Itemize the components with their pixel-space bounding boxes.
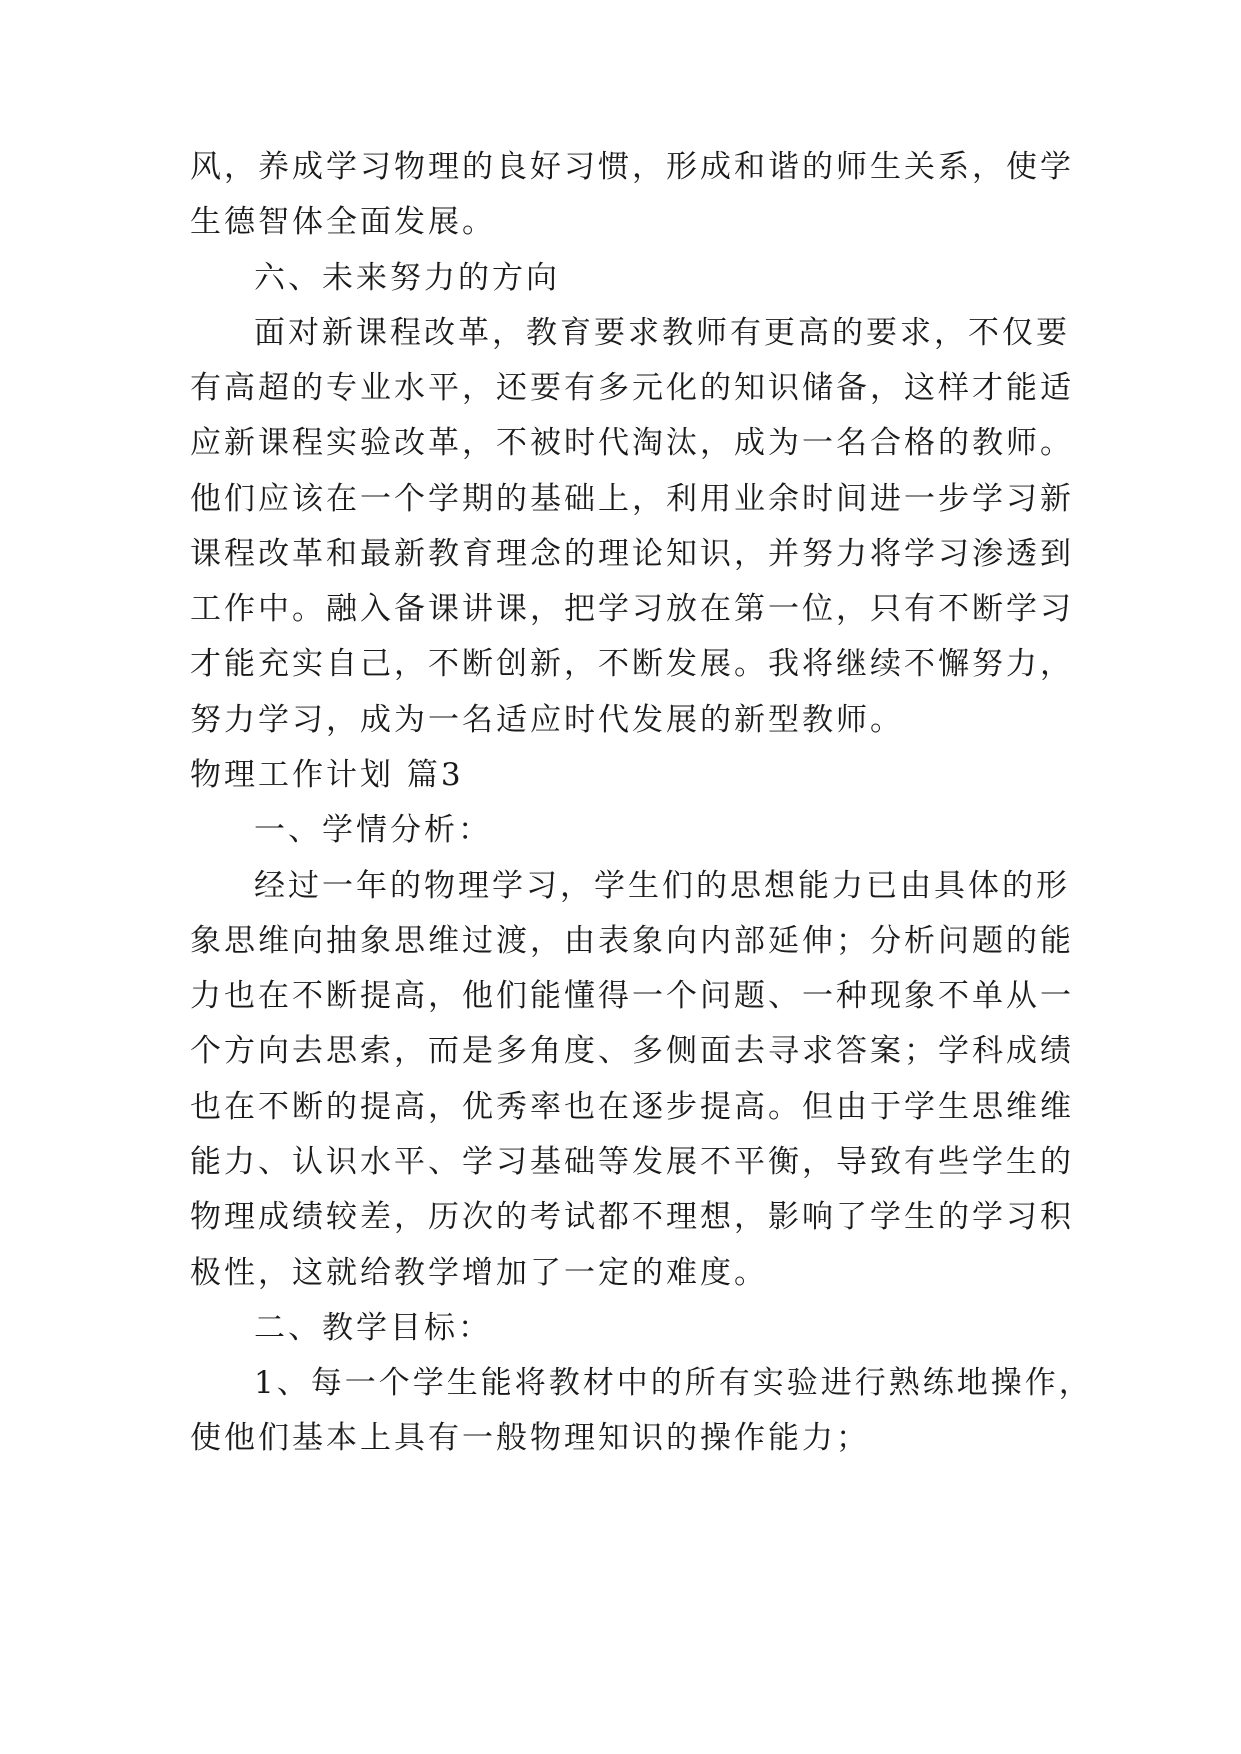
text-line: 努力学习，成为一名适应时代发展的新型教师。 [190,702,904,738]
text-line: 象思维向抽象思维过渡，由表象向内部延伸；分析问题的能 [190,923,1074,959]
text-line: 应新课程实验改革，不被时代淘汰，成为一名合格的教师。 [190,425,1074,461]
section-heading: 一、学情分析： [254,812,492,848]
text-line: 力也在不断提高，他们能懂得一个问题、一种现象不单从一 [190,978,1074,1014]
text-line: 面对新课程改革，教育要求教师有更高的要求，不仅要 [254,315,1070,351]
text-line: 工作中。融入备课讲课，把学习放在第一位，只有不断学习 [190,591,1074,627]
section-heading: 六、未来努力的方向 [254,260,560,296]
text-line: 极性，这就给教学增加了一定的难度。 [190,1255,768,1291]
article-title: 物理工作计划 篇3 [190,757,464,793]
text-line: 也在不断的提高，优秀率也在逐步提高。但由于学生思维维 [190,1089,1074,1125]
text-line: 1、每一个学生能将教材中的所有实验进行熟练地操作， [254,1365,1093,1401]
text-line: 物理成绩较差，历次的考试都不理想，影响了学生的学习积 [190,1199,1074,1235]
text-line: 生德智体全面发展。 [190,204,496,240]
text-line: 才能充实自己，不断创新，不断发展。我将继续不懈努力， [190,646,1074,682]
text-line: 能力、认识水平、学习基础等发展不平衡，导致有些学生的 [190,1144,1074,1180]
text-line: 经过一年的物理学习，学生们的思想能力已由具体的形 [254,868,1070,904]
text-line: 课程改革和最新教育理念的理论知识，并努力将学习渗透到 [190,536,1074,572]
section-heading: 二、教学目标： [254,1310,492,1346]
text-line: 风，养成学习物理的良好习惯，形成和谐的师生关系，使学 [190,149,1074,185]
text-line: 个方向去思索，而是多角度、多侧面去寻求答案；学科成绩 [190,1033,1074,1069]
text-line: 使他们基本上具有一般物理知识的操作能力； [190,1420,870,1456]
text-line: 有高超的专业水平，还要有多元化的知识储备，这样才能适 [190,370,1074,406]
text-line: 他们应该在一个学期的基础上，利用业余时间进一步学习新 [190,481,1074,517]
